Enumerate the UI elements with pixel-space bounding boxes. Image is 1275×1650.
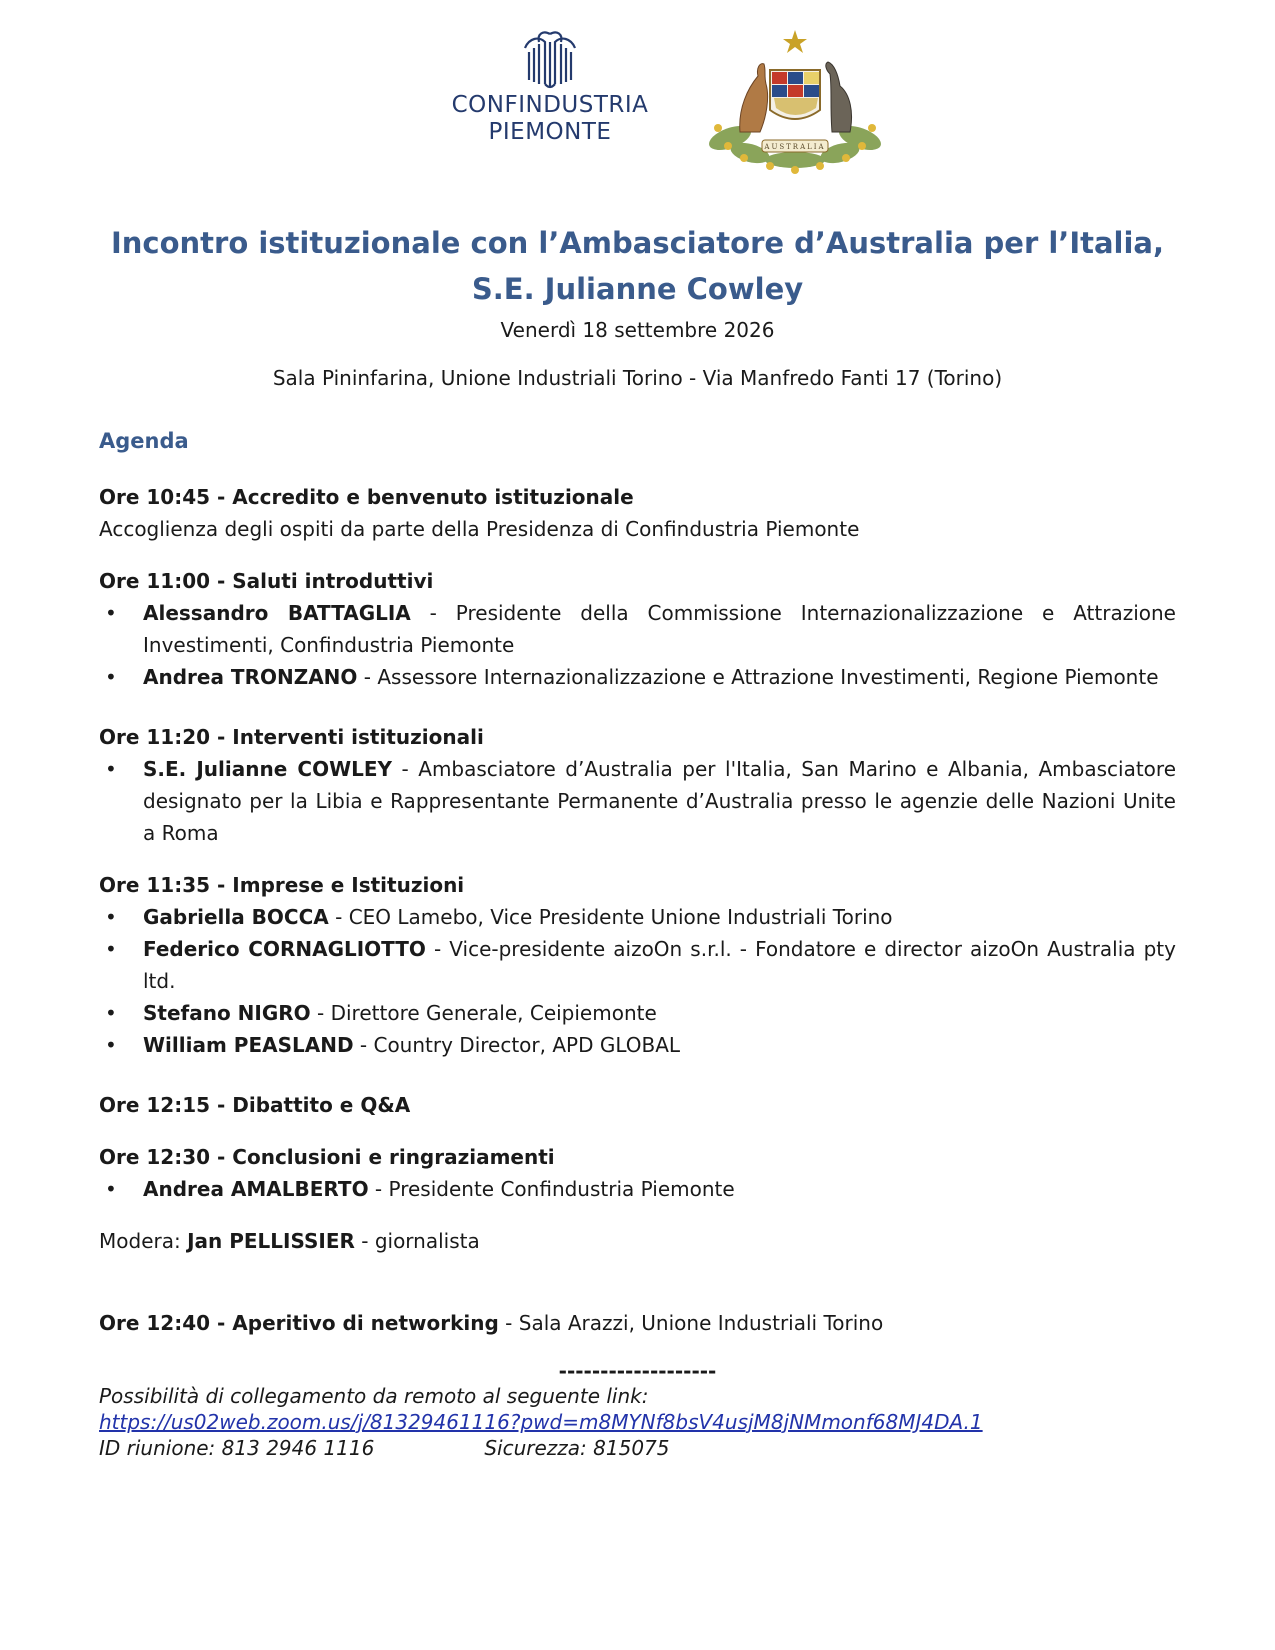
- section-heading: Ore 10:45 - Accredito e benvenuto istituzionale: [99, 485, 634, 509]
- aperitivo-place: - Sala Arazzi, Unione Industriali Torino: [498, 1311, 884, 1335]
- agenda-section: [99, 869, 1176, 1061]
- aperitivo-line: [99, 1307, 1176, 1339]
- event-venue: Sala Pininfarina, Unione Industriali Torino - Via Manfredo Fanti 17 (Torino): [272, 366, 1003, 390]
- bullet-icon: •: [105, 757, 117, 781]
- bullet-icon: •: [105, 1001, 117, 1025]
- agenda-heading: Agenda: [99, 429, 189, 453]
- list-item: [99, 901, 1176, 933]
- speaker-role: - Vice-presidente aizoOn s.r.l. - Fondatore e director aizoOn Australia pty ltd.: [143, 937, 1176, 993]
- list-item: [99, 997, 1176, 1029]
- remote-section: [99, 1383, 1176, 1461]
- list-item: [99, 661, 1176, 693]
- speaker-role: - Ambasciatore d’Australia per l'Italia, San Marino e Albania, Ambasciatore designato per la Libia e Rappresentante Permanente d’Australia presso le agenzie delle Nazioni Unite a Roma: [143, 757, 1177, 845]
- confindustria-line1: CONFINDUSTRIA: [451, 92, 649, 118]
- bullet-icon: •: [105, 665, 117, 689]
- logos-header: [0, 28, 1275, 178]
- speaker-name: Gabriella BOCCA: [143, 905, 329, 929]
- zoom-link[interactable]: https://us02web.zoom.us/j/81329461116?pwd=m8MYNf8bsV4usjM8jNMmonf68MJ4DA.1: [99, 1410, 983, 1434]
- speaker-role: - Direttore Generale, Ceipiemonte: [310, 1001, 657, 1025]
- moderator-line: [99, 1225, 1176, 1257]
- agenda-section: [99, 721, 1176, 849]
- speaker-role: - Assessore Internazionalizzazione e Attrazione Investimenti, Regione Piemonte: [357, 665, 1159, 689]
- speaker-name: Federico CORNAGLIOTTO: [143, 937, 426, 961]
- speaker-name: Andrea TRONZANO: [143, 665, 358, 689]
- separator: -------------------: [558, 1359, 717, 1383]
- remote-label: Possibilità di collegamento da remoto al seguente link:: [99, 1384, 649, 1408]
- confindustria-logo: [430, 28, 670, 168]
- bullet-icon: •: [105, 601, 117, 625]
- moderator-name: Jan PELLISSIER: [187, 1229, 355, 1253]
- eagle-icon: [515, 28, 585, 92]
- agenda-section: [99, 1089, 1176, 1121]
- section-heading: Ore 11:00 - Saluti introduttivi: [99, 569, 434, 593]
- confindustria-line2: PIEMONTE: [488, 119, 612, 145]
- list-item: [99, 1029, 1176, 1061]
- meeting-security: Sicurezza: 815075: [484, 1436, 670, 1460]
- agenda-section: [99, 565, 1176, 693]
- australian-coat-of-arms-icon: [700, 28, 890, 178]
- speaker-role: - Presidente della Commissione Internazionalizzazione e Attrazione Investimenti, Confindustria Piemonte: [143, 601, 1176, 657]
- speaker-name: Stefano NIGRO: [143, 1001, 311, 1025]
- list-item: [99, 597, 1176, 661]
- aperitivo-heading: Ore 12:40 - Aperitivo di networking: [99, 1311, 499, 1335]
- bullet-icon: •: [105, 905, 117, 929]
- list-item: [99, 933, 1176, 997]
- title-line1: Incontro istituzionale con l’Ambasciatore d’Australia per l’Italia,: [110, 226, 1165, 260]
- agenda-content: [99, 425, 1176, 1461]
- svg-text:AUSTRALIA: AUSTRALIA: [764, 143, 826, 151]
- section-heading: Ore 12:30 - Conclusioni e ringraziamenti: [99, 1145, 555, 1169]
- meeting-id: ID riunione: 813 2946 1116: [99, 1436, 375, 1460]
- moderator-role: - giornalista: [354, 1229, 480, 1253]
- section-heading: Ore 11:20 - Interventi istituzionali: [99, 725, 484, 749]
- moderator-label: Modera:: [99, 1229, 188, 1253]
- section-heading: Ore 12:15 - Dibattito e Q&A: [99, 1093, 411, 1117]
- title-line2: S.E. Julianne Cowley: [471, 272, 804, 306]
- meeting-ids: [99, 1435, 1176, 1461]
- agenda-section: [99, 1141, 1176, 1205]
- list-item: [99, 753, 1176, 849]
- speaker-name: Andrea AMALBERTO: [143, 1177, 369, 1201]
- speaker-name: Alessandro BATTAGLIA: [143, 601, 411, 625]
- bullet-icon: •: [105, 937, 117, 961]
- section-description: Accoglienza degli ospiti da parte della Presidenza di Confindustria Piemonte: [99, 517, 860, 541]
- agenda-section: [99, 481, 1176, 545]
- list-item: [99, 1173, 1176, 1205]
- bullet-icon: •: [105, 1177, 117, 1201]
- speaker-name: S.E. Julianne COWLEY: [143, 757, 393, 781]
- speaker-role: - Presidente Confindustria Piemonte: [368, 1177, 735, 1201]
- bullet-icon: •: [105, 1033, 117, 1057]
- section-heading: Ore 11:35 - Imprese e Istituzioni: [99, 873, 465, 897]
- header-block: [0, 220, 1275, 390]
- speaker-role: - Country Director, APD GLOBAL: [353, 1033, 681, 1057]
- speaker-name: William PEASLAND: [143, 1033, 354, 1057]
- event-date: Venerdì 18 settembre 2026: [500, 318, 775, 342]
- speaker-role: - CEO Lamebo, Vice Presidente Unione Industriali Torino: [328, 905, 893, 929]
